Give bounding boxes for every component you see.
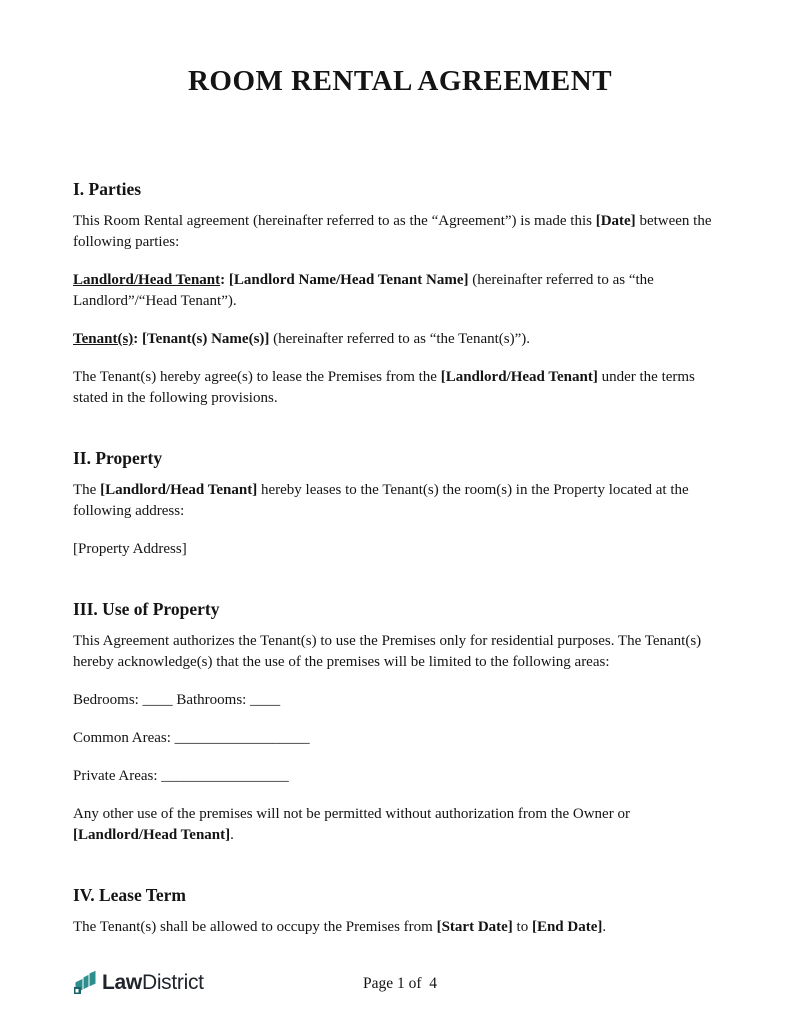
brand-law: Law	[102, 971, 142, 994]
text-run: (hereinafter referred to as “the Landlord”/“Head Tenant”).	[73, 272, 654, 309]
section-heading-property: II. Property	[73, 448, 163, 468]
blank-fill-line	[73, 728, 727, 749]
section-parties	[73, 177, 727, 409]
text-run: Private Areas: _________________	[73, 768, 289, 784]
blank-fill-line	[73, 690, 727, 711]
text-run: This Agreement authorizes the Tenant(s) to use the Premises only for residential purposes. The Tenant(s) hereby acknowledge(s) that the use of the premises will be limited to the following areas:	[73, 633, 702, 670]
paragraph	[73, 367, 727, 409]
text-run: [Date]	[595, 213, 636, 229]
text-run: .	[230, 827, 234, 843]
text-run: to	[512, 919, 532, 935]
section-property	[73, 446, 727, 560]
section-heading-use-of-property: III. Use of Property	[73, 599, 220, 619]
page-number: Page 1 of 4	[362, 975, 438, 992]
document-title: ROOM RENTAL AGREEMENT	[187, 65, 613, 97]
lawdistrict-logo-icon	[73, 969, 98, 996]
paragraph	[73, 917, 727, 938]
paragraph	[73, 480, 727, 522]
lawdistrict-logo	[73, 969, 204, 996]
paragraph	[73, 631, 727, 673]
text-run: :	[133, 331, 143, 347]
text-run: Landlord/Head Tenant	[73, 272, 221, 288]
text-run: [Landlord Name/Head Tenant Name]	[228, 272, 469, 288]
section-lease-term	[73, 883, 727, 938]
text-run: [Start Date]	[436, 919, 513, 935]
text-run: The Tenant(s) shall be allowed to occupy the Premises from	[73, 919, 437, 935]
paragraph	[73, 270, 727, 312]
text-run: Any other use of the premises will not be permitted without authorization from the Owner or	[73, 806, 630, 822]
text-run: [End Date]	[531, 919, 603, 935]
text-run: :	[220, 272, 229, 288]
lawdistrict-logo-text	[102, 969, 204, 996]
section-heading-lease-term: IV. Lease Term	[73, 885, 186, 905]
text-run: between the following parties:	[73, 213, 712, 250]
text-run: hereby leases to the Tenant(s) the room(s) in the Property located at the following address:	[73, 482, 689, 519]
page-footer	[73, 969, 727, 997]
blank-fill-line	[73, 766, 727, 787]
text-run: This Room Rental agreement (hereinafter referred to as the “Agreement”) is made this	[73, 213, 596, 229]
paragraph	[73, 539, 727, 560]
text-run: [Landlord/Head Tenant]	[73, 827, 231, 843]
text-run: Bedrooms: ____ Bathrooms: ____	[73, 692, 281, 708]
text-run: [Landlord/Head Tenant]	[440, 369, 598, 385]
text-run: .	[602, 919, 607, 935]
text-run: The	[73, 482, 101, 498]
text-run: [Property Address]	[73, 541, 187, 557]
paragraph	[73, 804, 727, 846]
text-run: Common Areas: __________________	[73, 730, 310, 746]
section-use-of-property	[73, 597, 727, 846]
text-run: under the terms stated in the following provisions.	[73, 369, 695, 406]
brand-district: District	[141, 971, 204, 994]
text-run: [Landlord/Head Tenant]	[100, 482, 258, 498]
text-run: The Tenant(s) hereby agree(s) to lease the Premises from the	[73, 369, 441, 385]
text-run: [Tenant(s) Name(s)]	[142, 331, 270, 347]
text-run: (hereinafter referred to as “the Tenant(s)”).	[269, 331, 531, 347]
section-heading-parties: I. Parties	[73, 179, 142, 199]
text-run: Tenant(s)	[73, 331, 134, 347]
paragraph	[73, 211, 727, 253]
paragraph	[73, 329, 727, 350]
